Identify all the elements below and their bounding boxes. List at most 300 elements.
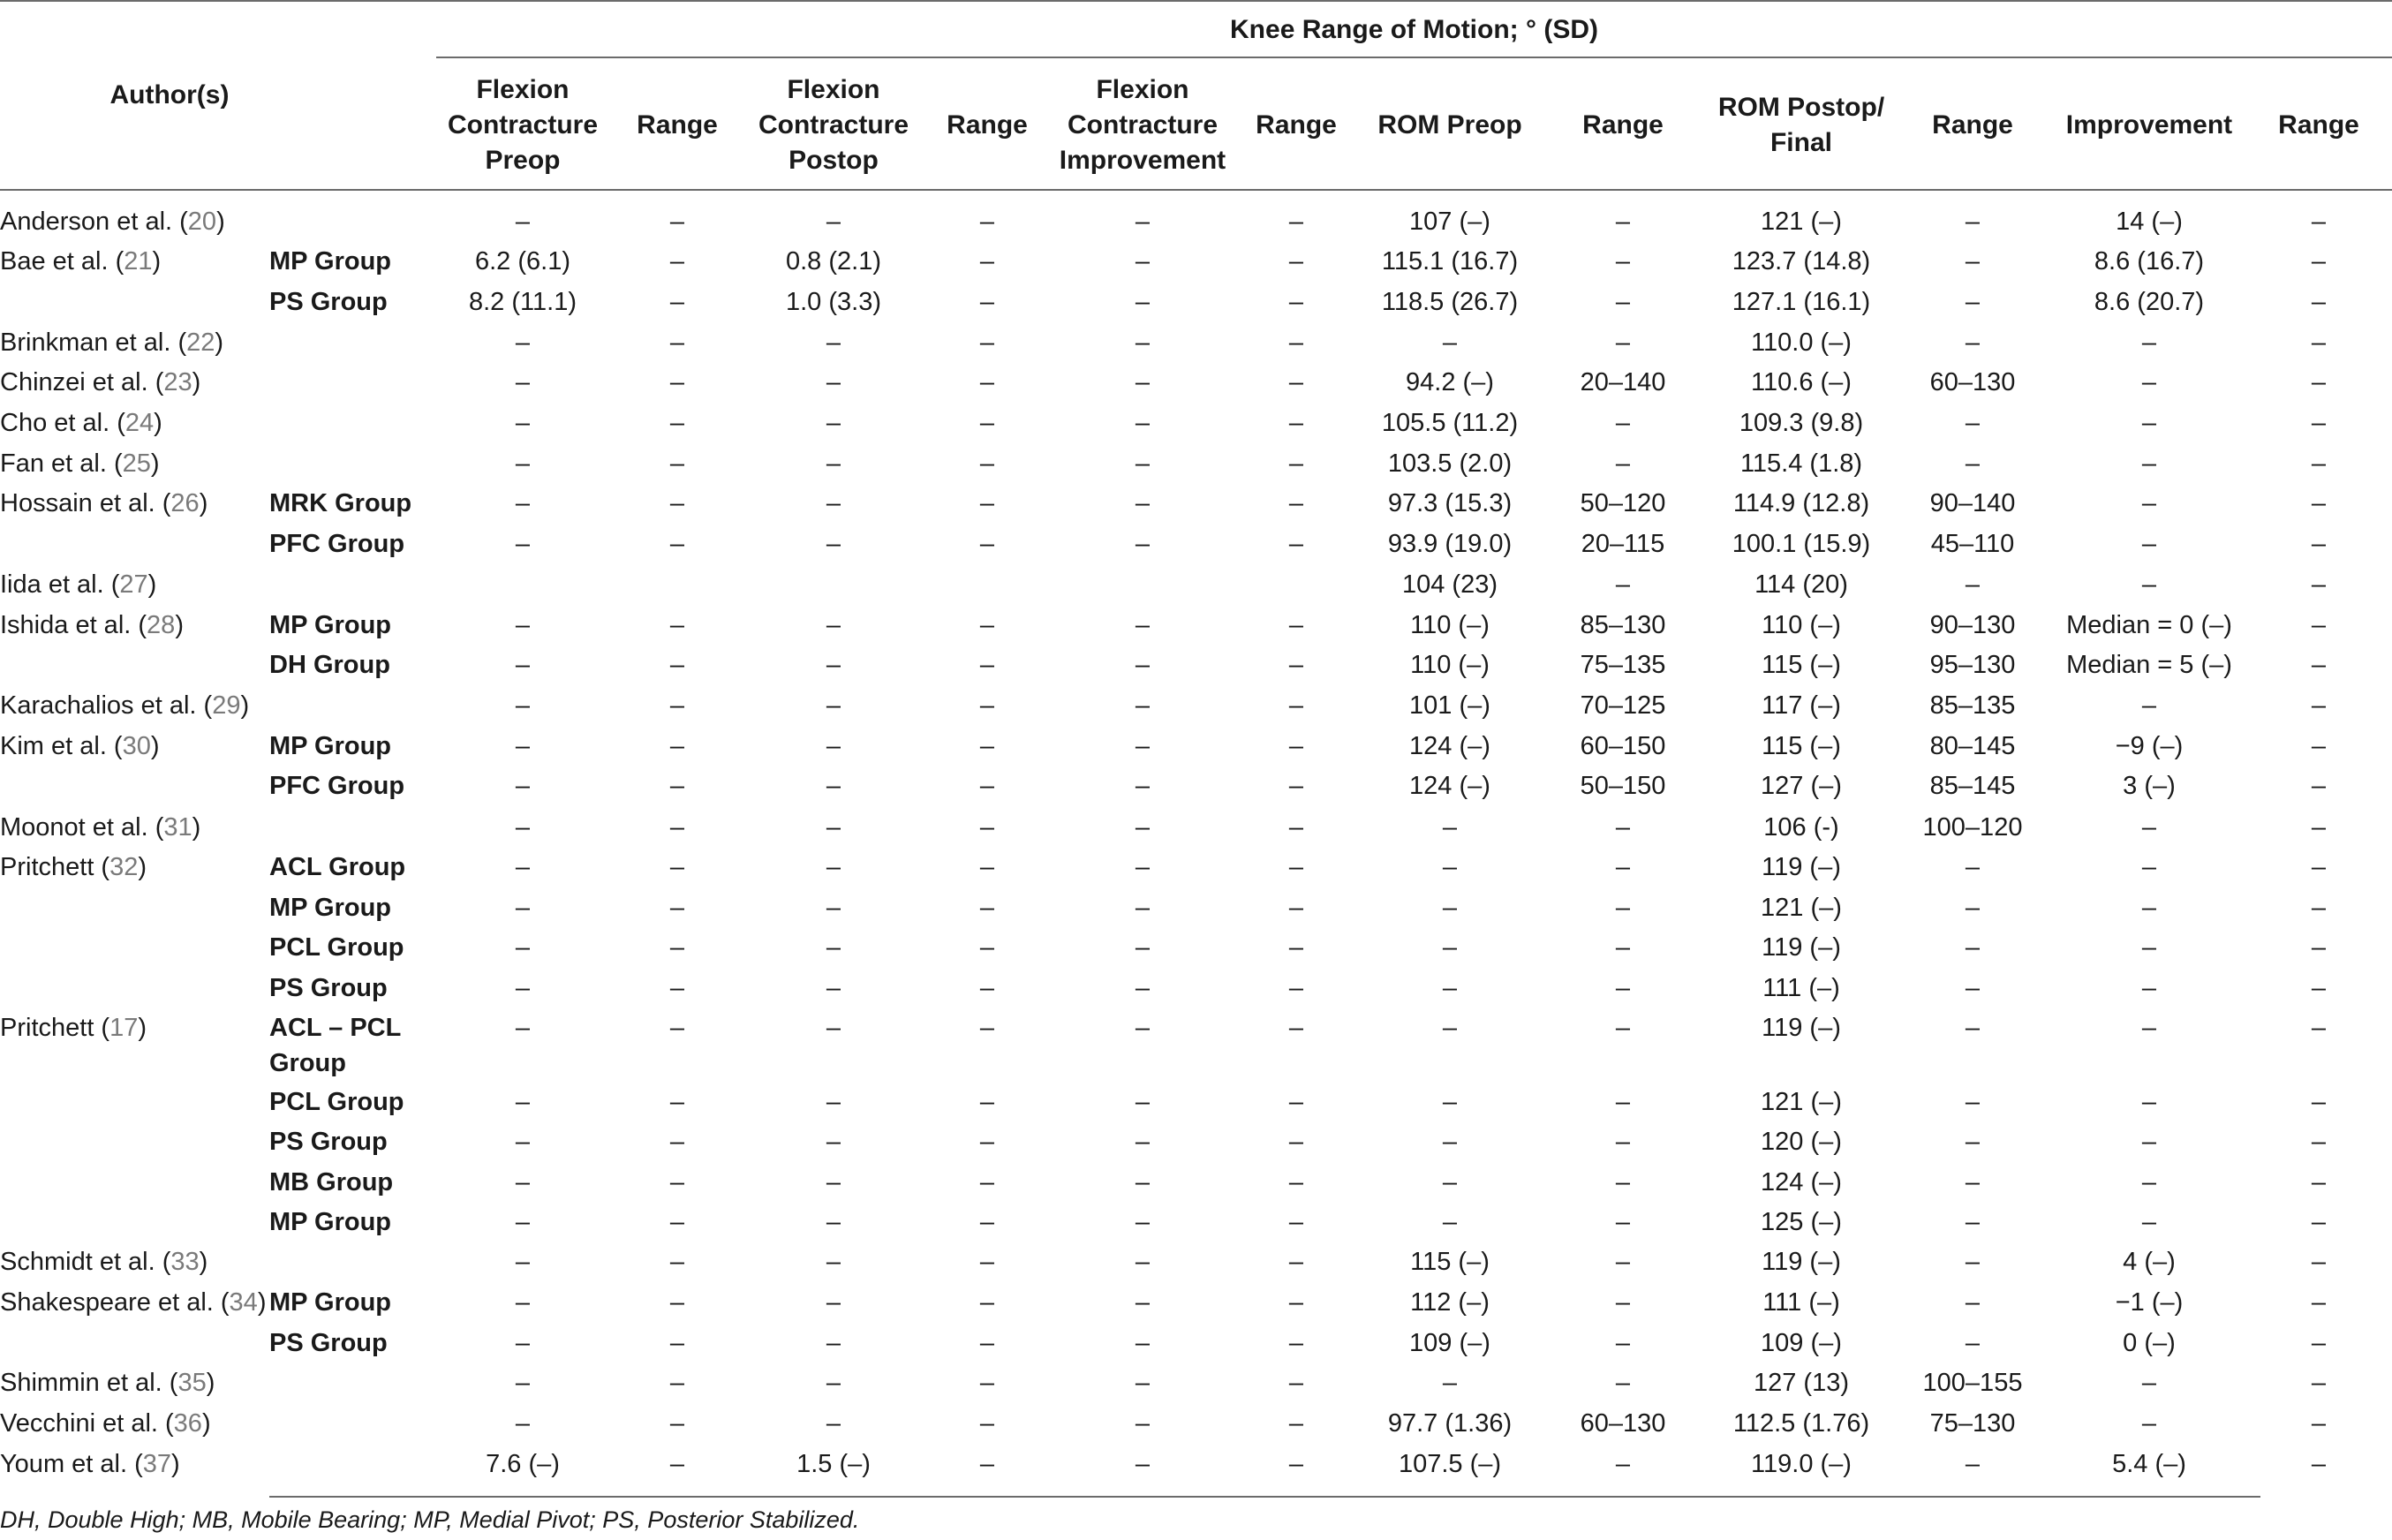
value-cell: 119 (–) [1762, 1014, 1841, 1042]
column-header: Range [637, 110, 718, 140]
value-cell: – [1615, 409, 1631, 437]
value-cell: – [1965, 853, 1981, 881]
value-cell: – [1288, 1088, 1304, 1116]
column-header: Range [947, 110, 1028, 140]
value-cell: – [669, 247, 685, 276]
value-cell: 109.3 (9.8) [1739, 409, 1864, 437]
value-cell: 50–120 [1580, 489, 1666, 517]
value-cell: 125 (–) [1761, 1208, 1842, 1236]
value-cell: – [979, 894, 995, 922]
group-cell: MP Group [269, 732, 392, 760]
bottom-rule-right [1907, 1496, 2260, 1498]
value-cell: – [1135, 772, 1151, 800]
value-cell: – [1615, 1208, 1631, 1236]
author-cell: Chinzei et al. (23) [0, 368, 201, 396]
value-cell: – [979, 691, 995, 720]
value-cell: – [515, 1128, 531, 1156]
group-cell: MP Group [269, 894, 392, 922]
value-cell: – [1442, 974, 1458, 1002]
value-cell: – [2311, 974, 2327, 1002]
value-cell: – [826, 1168, 841, 1197]
value-cell: – [2141, 853, 2157, 881]
value-cell: – [1442, 1369, 1458, 1397]
group-cell: ACL Group [269, 853, 406, 881]
value-cell: – [2311, 894, 2327, 922]
value-cell: – [515, 208, 531, 236]
value-cell: – [669, 611, 685, 639]
super-header: Knee Range of Motion; ° (SD) [1230, 15, 1598, 44]
value-cell: – [1288, 1369, 1304, 1397]
value-cell: – [2141, 1168, 2157, 1197]
value-cell: – [1288, 1409, 1304, 1438]
value-cell: – [2311, 1450, 2327, 1478]
value-cell: – [1135, 1288, 1151, 1317]
value-cell: – [979, 1369, 995, 1397]
author-name: Brinkman et al. [0, 328, 171, 357]
value-cell: 127.1 (16.1) [1732, 288, 1871, 316]
value-cell: – [979, 853, 995, 881]
value-cell: – [1135, 328, 1151, 357]
value-cell: – [2311, 328, 2327, 357]
group-cell: MP Group [269, 247, 392, 276]
reference-link[interactable]: 34 [229, 1288, 258, 1317]
value-cell: 8.6 (16.7) [2094, 247, 2205, 276]
value-cell: 117 (–) [1762, 691, 1841, 720]
value-cell: 90–130 [1929, 611, 2016, 639]
value-cell: – [515, 651, 531, 679]
value-cell: – [515, 894, 531, 922]
value-cell: – [1442, 1014, 1458, 1042]
author-name: Karachalios et al. [0, 691, 197, 720]
value-cell: – [1615, 894, 1631, 922]
value-cell: – [669, 449, 685, 478]
value-cell: – [826, 208, 841, 236]
value-cell: 85–130 [1580, 611, 1666, 639]
value-cell: – [1615, 1014, 1631, 1042]
group-cell: PFC Group [269, 772, 405, 800]
column-header: Improvement [2065, 110, 2233, 140]
reference-link[interactable]: 21 [124, 247, 153, 276]
value-cell: – [669, 1208, 685, 1236]
value-cell: – [979, 813, 995, 842]
value-cell: 111 (–) [1762, 974, 1840, 1002]
value-cell: – [2141, 974, 2157, 1002]
value-cell: – [1965, 1128, 1981, 1156]
value-cell: – [826, 1369, 841, 1397]
value-cell: – [1965, 1450, 1981, 1478]
group-cell: PS Group [269, 1128, 388, 1156]
reference-link[interactable]: 31 [163, 813, 192, 842]
value-cell: – [826, 1409, 841, 1438]
value-cell: – [1135, 1128, 1151, 1156]
author-cell: Anderson et al. (20) [0, 208, 225, 236]
value-cell: – [2141, 570, 2157, 599]
author-header: Author(s) [109, 80, 230, 109]
group-cell: ACL – PCL Group [269, 1014, 402, 1077]
value-cell: – [1135, 1088, 1151, 1116]
value-cell: – [669, 288, 685, 316]
value-cell: – [669, 1128, 685, 1156]
value-cell: 123.7 (14.8) [1732, 247, 1871, 276]
value-cell: – [1288, 853, 1304, 881]
value-cell: – [2311, 409, 2327, 437]
value-cell: – [2311, 1369, 2327, 1397]
value-cell: – [2311, 1088, 2327, 1116]
value-cell: 120 (–) [1761, 1128, 1842, 1156]
value-cell: – [979, 368, 995, 396]
column-header: Flexion Contracture Improvement [1059, 75, 1226, 175]
author-cell: Fan et al. (25) [0, 449, 160, 478]
author-name: Moonot et al. [0, 813, 148, 842]
value-cell: – [515, 813, 531, 842]
value-cell: – [1615, 328, 1631, 357]
value-cell: – [1288, 208, 1304, 236]
value-cell: – [2311, 1248, 2327, 1276]
value-cell: 110 (–) [1410, 611, 1490, 639]
value-cell: – [2311, 813, 2327, 842]
value-cell: – [826, 691, 841, 720]
value-cell: – [2141, 328, 2157, 357]
value-cell: – [826, 1128, 841, 1156]
reference-link[interactable]: 36 [173, 1409, 202, 1438]
value-cell: 127 (13) [1753, 1369, 1849, 1397]
column-header: ROM Postop/ Final [1717, 93, 1885, 157]
reference-link[interactable]: 17 [109, 1014, 139, 1042]
group-cell: PCL Group [269, 1088, 404, 1116]
group-cell: MP Group [269, 1288, 392, 1317]
value-cell: 121 (–) [1761, 1088, 1842, 1116]
reference-link[interactable]: 29 [212, 691, 241, 720]
value-cell: – [669, 651, 685, 679]
value-cell: – [515, 1248, 531, 1276]
reference-link[interactable]: 20 [187, 208, 217, 236]
value-cell: – [2141, 933, 2157, 962]
group-cell: MRK Group [269, 489, 412, 517]
value-cell: – [979, 489, 995, 517]
value-cell: – [669, 894, 685, 922]
value-cell: – [1615, 1248, 1631, 1276]
value-cell: 3 (–) [2123, 772, 2176, 800]
value-cell: – [669, 1369, 685, 1397]
value-cell: – [1615, 813, 1631, 842]
footnote: DH, Double High; MB, Mobile Bearing; MP, Medial Pivot; PS, Posterior Stabilized. [0, 1506, 860, 1533]
value-cell: – [2311, 1168, 2327, 1197]
value-cell: 1.0 (3.3) [786, 288, 881, 316]
value-cell: – [2141, 1409, 2157, 1438]
value-cell: – [2311, 933, 2327, 962]
reference-link[interactable]: 26 [170, 489, 200, 517]
value-cell: 112 (–) [1410, 1288, 1490, 1317]
value-cell: – [669, 1088, 685, 1116]
value-cell: – [1288, 1248, 1304, 1276]
value-cell: – [979, 1248, 995, 1276]
top-rule [0, 0, 2392, 2]
value-cell: – [1135, 1168, 1151, 1197]
value-cell: – [2311, 247, 2327, 276]
value-cell: – [1135, 651, 1151, 679]
value-cell: – [515, 772, 531, 800]
value-cell: – [1615, 1450, 1631, 1478]
value-cell: – [1135, 247, 1151, 276]
value-cell: – [669, 208, 685, 236]
value-cell: – [1135, 1450, 1151, 1478]
value-cell: Median = 5 (–) [2066, 651, 2232, 679]
author-name: Pritchett [0, 1014, 94, 1042]
value-cell: – [826, 409, 841, 437]
reference-link[interactable]: 32 [109, 853, 139, 881]
value-cell: 85–135 [1929, 691, 2016, 720]
value-cell: 124 (–) [1761, 1168, 1842, 1197]
value-cell: – [979, 611, 995, 639]
value-cell: – [979, 449, 995, 478]
value-cell: 115 (–) [1762, 651, 1841, 679]
value-cell: – [515, 691, 531, 720]
value-cell: – [2141, 530, 2157, 558]
author-cell: Shakespeare et al. (34) [0, 1288, 267, 1317]
value-cell: 110.6 (–) [1751, 368, 1852, 396]
reference-link[interactable]: 25 [122, 449, 151, 478]
value-cell: – [1135, 1409, 1151, 1438]
value-cell: – [1135, 288, 1151, 316]
value-cell: 14 (–) [2116, 208, 2183, 236]
value-cell: – [1135, 1208, 1151, 1236]
value-cell: – [1965, 570, 1981, 599]
value-cell: – [979, 933, 995, 962]
value-cell: – [1615, 1369, 1631, 1397]
value-cell: – [515, 489, 531, 517]
bottom-rule-left [269, 1496, 1929, 1498]
value-cell: – [1288, 368, 1304, 396]
value-cell: 118.5 (26.7) [1381, 288, 1519, 316]
author-cell: Iida et al. (27) [0, 570, 157, 599]
value-cell: – [826, 933, 841, 962]
author-cell: Schmidt et al. (33) [0, 1248, 208, 1276]
header-rule [0, 189, 2392, 191]
value-cell: 112.5 (1.76) [1732, 1409, 1870, 1438]
author-cell: Ishida et al. (28) [0, 611, 184, 639]
value-cell: – [1442, 1168, 1458, 1197]
value-cell: – [669, 1168, 685, 1197]
value-cell: – [669, 1329, 685, 1357]
value-cell: – [979, 247, 995, 276]
value-cell: 97.3 (15.3) [1387, 489, 1513, 517]
value-cell: −9 (–) [2115, 732, 2184, 760]
value-cell: – [826, 651, 841, 679]
group-cell: PFC Group [269, 530, 405, 558]
value-cell: – [2141, 813, 2157, 842]
reference-link[interactable]: 27 [119, 570, 148, 599]
value-cell: – [1135, 894, 1151, 922]
value-cell: – [1135, 530, 1151, 558]
value-cell: 60–130 [1580, 1409, 1666, 1438]
author-name: Ishida et al. [0, 611, 132, 639]
value-cell: – [1135, 813, 1151, 842]
value-cell: – [2141, 489, 2157, 517]
value-cell: – [1615, 570, 1631, 599]
value-cell: – [515, 1168, 531, 1197]
value-cell: – [1288, 409, 1304, 437]
value-cell: – [515, 1088, 531, 1116]
value-cell: 8.2 (11.1) [469, 288, 577, 316]
value-cell: – [669, 691, 685, 720]
value-cell: – [2311, 1208, 2327, 1236]
value-cell: – [669, 974, 685, 1002]
column-header: Range [2278, 110, 2359, 140]
value-cell: – [979, 732, 995, 760]
value-cell: – [1442, 328, 1458, 357]
value-cell: – [2141, 1088, 2157, 1116]
group-cell: MP Group [269, 1208, 392, 1236]
value-cell: 109 (–) [1409, 1329, 1490, 1357]
value-cell: – [979, 1329, 995, 1357]
author-name: Cho et al. [0, 409, 110, 437]
value-cell: 107 (–) [1409, 208, 1490, 236]
value-cell: – [1615, 1329, 1631, 1357]
value-cell: – [1135, 611, 1151, 639]
value-cell: 100–155 [1922, 1369, 2023, 1397]
value-cell: 45–110 [1930, 530, 2015, 558]
group-cell: PCL Group [269, 933, 404, 962]
value-cell: – [1965, 894, 1981, 922]
value-cell: – [2311, 651, 2327, 679]
reference-link[interactable]: 23 [163, 368, 192, 396]
value-cell: 110 (–) [1762, 611, 1841, 639]
column-header: Range [1932, 110, 2013, 140]
author-cell: Karachalios et al. (29) [0, 691, 250, 720]
value-cell: 95–130 [1929, 651, 2016, 679]
value-cell: – [515, 409, 531, 437]
reference-link[interactable]: 35 [177, 1369, 207, 1397]
value-cell: 119 (–) [1762, 1248, 1841, 1276]
column-header: Range [1256, 110, 1337, 140]
author-cell: Cho et al. (24) [0, 409, 162, 437]
column-header: Flexion Contracture Postop [758, 75, 909, 175]
value-cell: – [1965, 1288, 1981, 1317]
reference-link[interactable]: 30 [122, 732, 151, 760]
value-cell: – [2311, 570, 2327, 599]
value-cell: – [1615, 933, 1631, 962]
value-cell: – [1615, 974, 1631, 1002]
value-cell: – [669, 853, 685, 881]
value-cell: – [826, 489, 841, 517]
value-cell: – [826, 1248, 841, 1276]
value-cell: 115.1 (16.7) [1381, 247, 1519, 276]
value-cell: – [2311, 288, 2327, 316]
value-cell: – [2311, 1014, 2327, 1042]
value-cell: – [1288, 974, 1304, 1002]
value-cell: – [669, 732, 685, 760]
reference-link[interactable]: 22 [186, 328, 215, 357]
value-cell: Median = 0 (–) [2066, 611, 2232, 639]
value-cell: – [1965, 449, 1981, 478]
value-cell: – [1288, 772, 1304, 800]
value-cell: – [1288, 1450, 1304, 1478]
value-cell: 75–130 [1929, 1409, 2016, 1438]
value-cell: – [669, 368, 685, 396]
value-cell: 60–150 [1580, 732, 1666, 760]
author-cell: Moonot et al. (31) [0, 813, 201, 842]
value-cell: – [2141, 1369, 2157, 1397]
value-cell: – [1615, 247, 1631, 276]
value-cell: – [826, 449, 841, 478]
value-cell: – [515, 449, 531, 478]
value-cell: – [1442, 1208, 1458, 1236]
value-cell: 124 (–) [1409, 732, 1490, 760]
value-cell: – [826, 611, 841, 639]
value-cell: – [1135, 1248, 1151, 1276]
value-cell: 7.6 (–) [486, 1450, 560, 1478]
value-cell: 121 (–) [1761, 894, 1842, 922]
value-cell: – [826, 1329, 841, 1357]
value-cell: – [979, 530, 995, 558]
value-cell: – [1442, 933, 1458, 962]
value-cell: 119 (–) [1762, 933, 1841, 962]
value-cell: 0.8 (2.1) [786, 247, 881, 276]
author-cell: Bae et al. (21) [0, 247, 162, 276]
value-cell: – [1965, 288, 1981, 316]
value-cell: – [1288, 1288, 1304, 1317]
reference-link[interactable]: 28 [147, 611, 176, 639]
value-cell: – [1288, 1208, 1304, 1236]
value-cell: – [2311, 449, 2327, 478]
value-cell: – [979, 1088, 995, 1116]
author-name: Chinzei et al. [0, 368, 148, 396]
value-cell: 107.5 (–) [1398, 1450, 1502, 1478]
value-cell: 110.0 (–) [1751, 328, 1852, 357]
value-cell: 75–135 [1580, 651, 1666, 679]
value-cell: – [1288, 611, 1304, 639]
value-cell: – [2311, 853, 2327, 881]
value-cell: – [826, 530, 841, 558]
value-cell: – [515, 1014, 531, 1042]
author-cell: Brinkman et al. (22) [0, 328, 224, 357]
value-cell: – [979, 328, 995, 357]
value-cell: 5.4 (–) [2112, 1450, 2186, 1478]
reference-link[interactable]: 24 [125, 409, 155, 437]
value-cell: – [979, 1450, 995, 1478]
value-cell: – [515, 1369, 531, 1397]
value-cell: – [2141, 409, 2157, 437]
value-cell: – [1135, 368, 1151, 396]
value-cell: – [515, 853, 531, 881]
value-cell: – [1135, 691, 1151, 720]
author-name: Youm et al. [0, 1450, 128, 1478]
value-cell: – [979, 974, 995, 1002]
super-header-rule [436, 57, 2392, 58]
value-cell: – [1965, 409, 1981, 437]
value-cell: – [1288, 1014, 1304, 1042]
value-cell: – [979, 1168, 995, 1197]
value-cell: – [979, 1128, 995, 1156]
value-cell: – [1135, 1014, 1151, 1042]
value-cell: – [669, 772, 685, 800]
value-cell: 4 (–) [2123, 1248, 2176, 1276]
value-cell: – [979, 409, 995, 437]
reference-link[interactable]: 33 [170, 1248, 200, 1276]
value-cell: – [1135, 449, 1151, 478]
value-cell: 94.2 (–) [1406, 368, 1494, 396]
value-cell: – [826, 974, 841, 1002]
value-cell: 109 (–) [1761, 1329, 1842, 1357]
value-cell: – [1135, 409, 1151, 437]
value-cell: – [2311, 691, 2327, 720]
value-cell: – [2141, 1208, 2157, 1236]
value-cell: 50–150 [1580, 772, 1666, 800]
column-header: Range [1582, 110, 1664, 140]
reference-link[interactable]: 37 [142, 1450, 172, 1478]
group-cell: PS Group [269, 1329, 388, 1357]
value-cell: – [826, 368, 841, 396]
